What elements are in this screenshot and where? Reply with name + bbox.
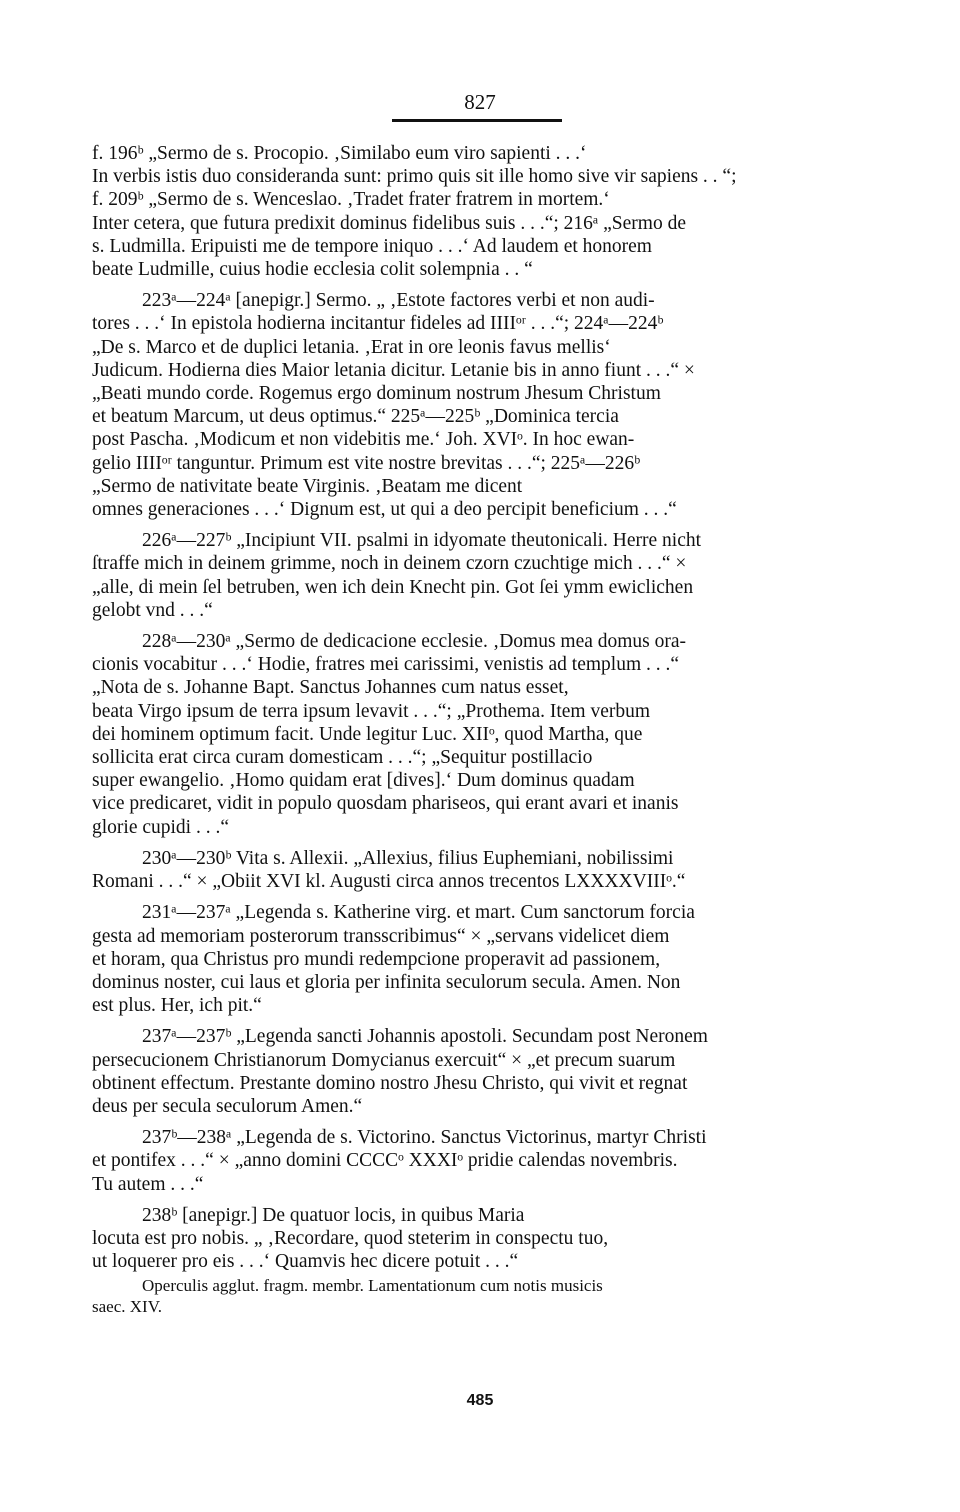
text-line: dei hominem optimum facit. Unde legitur Luc. XIIᵒ, quod Martha, que	[92, 723, 643, 745]
text-line: omnes generaciones . . .‘ Dignum est, ut qui a deo percipit beneficium . . .“	[92, 499, 677, 521]
paragraph-operculis	[92, 1275, 868, 1317]
paragraph-dedicacione	[92, 630, 868, 839]
text-line: 237ᵇ—238ᵃ „Legenda de s. Victorino. Sanctus Victorinus, martyr Christi	[142, 1127, 707, 1149]
text-line: f. 209ᵇ „Sermo de s. Wenceslao. ‚Tradet frater fratrem in mortem.‘	[92, 189, 610, 211]
text-line: Tu autem . . .“	[92, 1173, 204, 1195]
text-line: saec. XIV.	[92, 1297, 163, 1317]
text-line: vice predicaret, vidit in populo quosdam phariseos, qui erant avari et inanis	[92, 793, 679, 815]
text-line: gesta ad memoriam posterorum transscribimus“ × „servans videlicet diem	[92, 925, 670, 947]
text-line: obtinent effectum. Prestante domino nostro Jhesu Christo, qui vivit et regnat	[92, 1072, 688, 1094]
text-line: gelobt vnd . . .“	[92, 599, 213, 621]
paragraph-quatuor-locis	[92, 1204, 868, 1274]
text-line: persecucionem Christianorum Domycianus exercuit“ × „et precum suarum	[92, 1049, 676, 1071]
text-line: 228ᵃ—230ᵃ „Sermo de dedicacione ecclesie. ‚Domus mea domus ora-	[142, 631, 687, 653]
text-line: „Sermo de nativitate beate Virginis. ‚Beatam me dicent	[92, 475, 523, 497]
text-line: glorie cupidi . . .“	[92, 816, 230, 838]
paragraph-johannis	[92, 1025, 868, 1118]
text-line: gelio IIIIᵒʳ tanguntur. Primum est vite nostre brevitas . . .“; 225ᵃ—226ᵇ	[92, 452, 641, 474]
text-line: Operculis agglut. fragm. membr. Lamentationum cum notis musicis	[142, 1276, 603, 1296]
text-line: deus per secula seculorum Amen.“	[92, 1095, 363, 1117]
text-line: beate Ludmille, cuius hodie ecclesia colit solempnia . . “	[92, 259, 533, 281]
text-line: cionis vocabitur . . .‘ Hodie, fratres mei carissimi, venistis ad templum . . .“	[92, 654, 680, 676]
text-line: Romani . . .“ × „Obiit XVI kl. Augusti circa annos trecentos LXXXXVIIIᵒ.“	[92, 871, 686, 893]
text-line: et horam, qua Christus pro mundi redempcione properavit ad passionem,	[92, 948, 661, 970]
text-line: sollicita erat circa curam domesticam . . .“; „Sequitur postillacio	[92, 747, 593, 769]
text-line: In verbis istis duo consideranda sunt: primo quis sit ille homo sive vir sapiens . . “;	[92, 166, 737, 188]
page-number: 827	[464, 90, 496, 114]
paragraph-allexii	[92, 847, 868, 893]
text-line: „Nota de s. Johanne Bapt. Sanctus Johannes cum natus esset,	[92, 677, 569, 699]
text-line: beata Virgo ipsum de terra ipsum levavit . . .“; „Prothema. Item verbum	[92, 700, 651, 722]
text-line: „De s. Marco et de duplici letania. ‚Erat in ore leonis favus mellis‘	[92, 336, 611, 358]
text-line: s. Ludmilla. Eripuisti me de tempore iniquo . . .‘ Ad laudem et honorem	[92, 235, 652, 257]
text-line: Judicum. Hodierna dies Maior letania dicitur. Letanie bis in anno fiunt . . .“ ×	[92, 359, 695, 381]
text-line: „Beati mundo corde. Rogemus ergo dominum nostrum Jhesum Christum	[92, 383, 661, 405]
paragraph-psalmi	[92, 529, 868, 622]
text-line: 238ᵇ [anepigr.] De quatuor locis, in quibus Maria	[142, 1204, 525, 1226]
text-line: 231ᵃ—237ᵃ „Legenda s. Katherine virg. et mart. Cum sanctorum forcia	[142, 902, 695, 924]
text-line: 237ᵃ—237ᵇ „Legenda sancti Johannis apostoli. Secundam post Neronem	[142, 1026, 708, 1048]
text-line: tores . . .‘ In epistola hodierna incitantur fideles ad IIIIᵒʳ . . .“; 224ᵃ—224ᵇ	[92, 313, 664, 335]
text-line: 226ᵃ—227ᵇ „Incipiunt VII. psalmi in idyomate theutonicali. Herre nicht	[142, 530, 702, 552]
folio-number: 485	[466, 1392, 494, 1409]
text-line: et pontifex . . .“ × „anno domini CCCCᵒ XXXIᵒ pridie calendas novembris.	[92, 1150, 678, 1172]
text-line: est plus. Her, ich pit.“	[92, 995, 262, 1017]
paragraph-katherine	[92, 901, 868, 1017]
paragraph-procopius	[92, 142, 868, 281]
text-line: f. 196ᵇ „Sermo de s. Procopio. ‚Similabo eum viro sapienti . . .‘	[92, 143, 587, 164]
text-line: Inter cetera, que futura predixit dominus fidelibus suis . . .“; 216ᵃ „Sermo de	[92, 212, 686, 234]
text-line: et beatum Marcum, ut deus optimus.“ 225ᵃ—225ᵇ „Dominica tercia	[92, 406, 619, 428]
header-rule	[392, 119, 562, 122]
text-line: 230ᵃ—230ᵇ Vita s. Allexii. „Allexius, filius Euphemiani, nobilissimi	[142, 847, 674, 869]
paragraph-sermo-estote	[92, 289, 868, 521]
body-text	[92, 142, 868, 1317]
text-line: ſtraffe mich in deinem grimme, noch in deinem czorn czuchtige mich . . .“ ×	[92, 553, 687, 575]
text-line: ut loquerer pro eis . . .‘ Quamvis hec dicere potuit . . .“	[92, 1251, 519, 1273]
text-line: dominus noster, cui laus et gloria per infinita seculorum secula. Amen. Non	[92, 971, 681, 993]
paragraph-victorino	[92, 1126, 868, 1196]
text-line: locuta est pro nobis. „ ‚Recordare, quod steterim in conspectu tuo,	[92, 1227, 609, 1249]
text-line: „alle, di mein ſel betruben, wen ich dein Knecht pin. Got ſei ymm ewiclichen	[92, 576, 694, 598]
text-line: post Pascha. ‚Modicum et non videbitis me.‘ Joh. XVIᵒ. In hoc ewan-	[92, 429, 635, 451]
text-line: 223ᵃ—224ᵃ [anepigr.] Sermo. „ ‚Estote factores verbi et non audi-	[142, 290, 655, 312]
text-line: super ewangelio. ‚Homo quidam erat [dives].‘ Dum dominus quadam	[92, 770, 635, 792]
